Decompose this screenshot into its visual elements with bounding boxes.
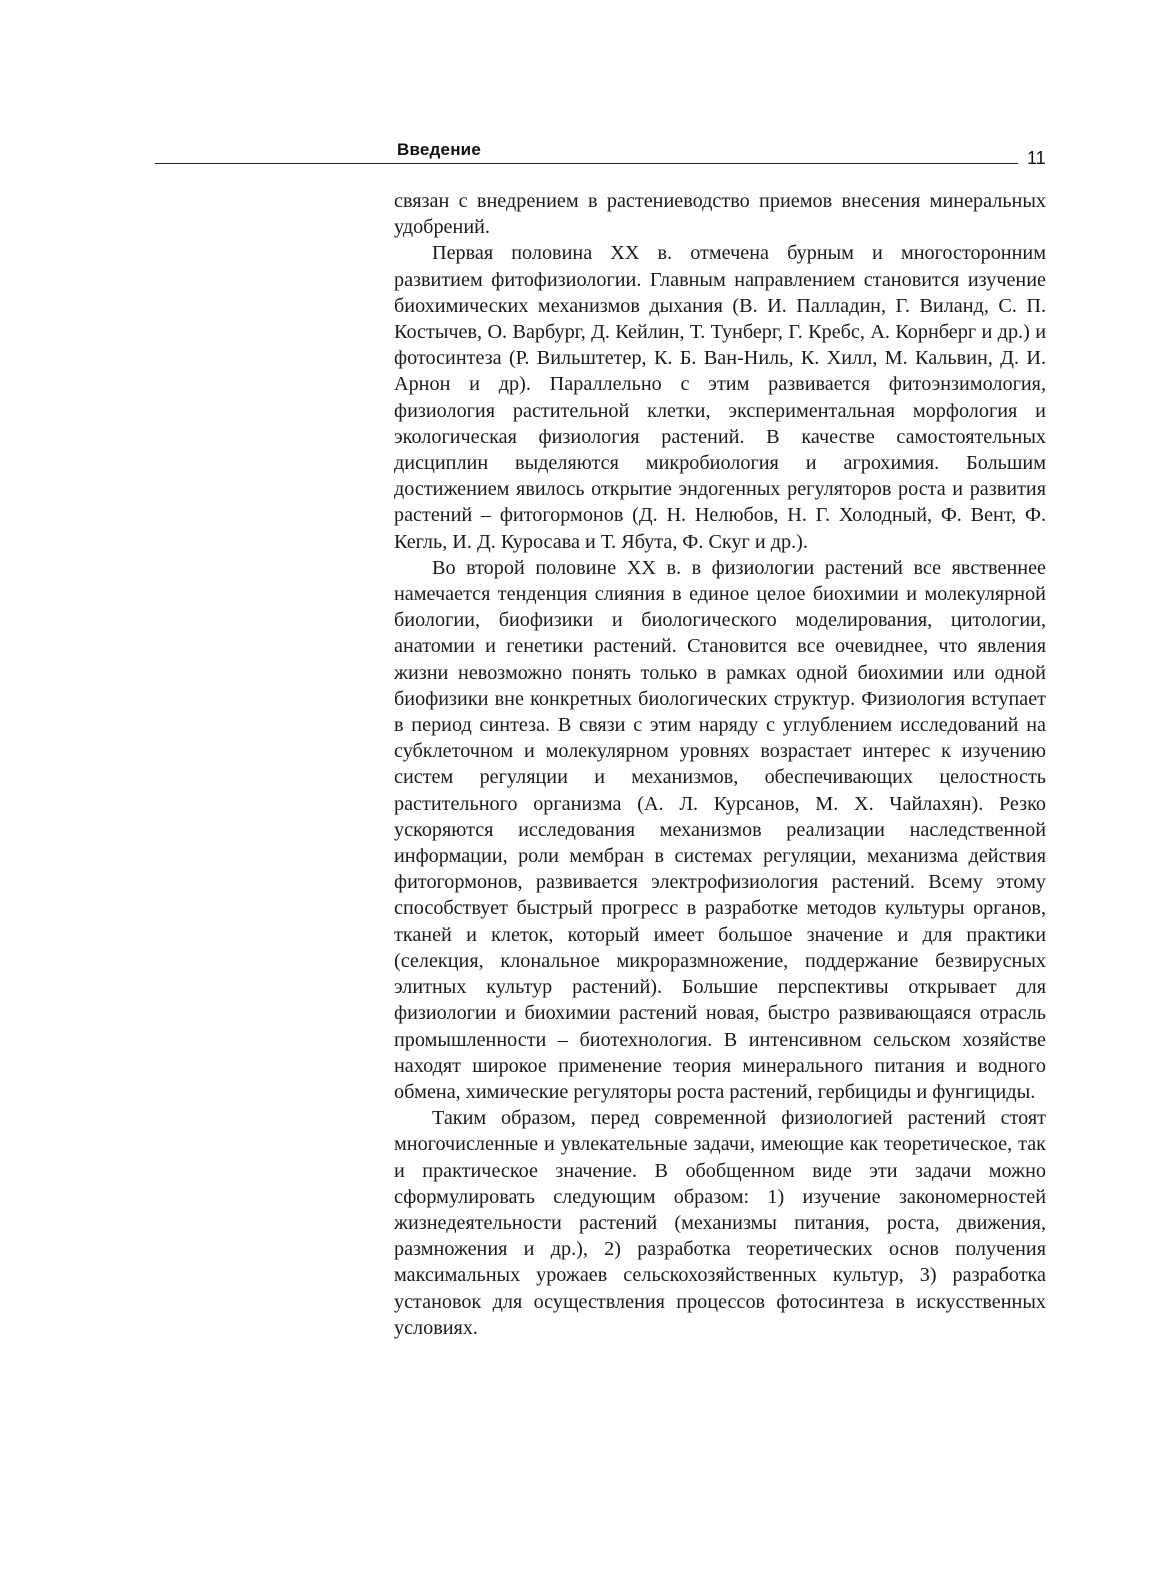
page-number: 11 (1027, 148, 1046, 168)
paragraph-continuation: связан с внедрением в растениеводство приемов внесения минеральных удобрений. (394, 190, 1046, 239)
paragraph-first-half-20th-century: Первая половина XX в. отмечена бурным и многосторонним развитием фитофизиологии. Главным направлением становится изучение биохимических механизмов дыхания (В. И. Палладин, Г. Виланд, С. П. Костычев, О. Варбург, Д. Кейлин, Т. Тунберг, Г. Кребс, А. Корнберг и др.) и фотосинтеза (Р. Вильштетер, К. Б. Ван-Ниль, К. Хилл, М. Кальвин, Д. И. Арнон и др). Параллельно с этим развивается фитоэнзимология, физиология растительной клетки, экспериментальная морфология и экологическая физиология растений. В качестве самостоятельных дисциплин выделяются микробиология и агрохимия. Большим достижением явилось открытие эндогенных регуляторов роста и развития растений – фитогормонов (Д. Н. Нелюбов, Н. Г. Холодный, Ф. Вент, Ф. Кегль, И. Д. Куросава и Т. Ябута, Ф. Скуг и др.). (394, 242, 1046, 553)
running-head-section-title: Введение (397, 140, 481, 159)
paragraph-second-half-20th-century: Во второй половине XX в. в физиологии растений все явственнее намечается тенденция слияния в единое целое биохимии и молекулярной биологии, биофизики и биологического моделирования, цитологии, анатомии и генетики растений. Становится все очевиднее, что явления жизни невозможно понять только в рамках одной биохимии или одной биофизики вне конкретных биологических структур. Физиология вступает в период синтеза. В связи с этим наряду с углублением исследований на субклеточном и молекулярном уровнях возрастает интерес к изучению систем регуляции и механизмов, обеспечивающих целостность растительного организма (А. Л. Курсанов, М. Х. Чайлахян). Резко ускоряются исследования механизмов реализации наследственной информации, роли мембран в системах регуляции, механизма действия фитогормонов, развивается электрофизиология растений. Всему этому способствует быстрый прогресс в разработке методов культуры органов, тканей и клеток, который имеет большое значение и для практики (селекция, клональное микроразмножение, поддержание безвирусных элитных культур растений). Большие перспективы открывает для физиологии и биохимии растений новая, быстро развивающаяся отрасль промышленности – биотехнология. В интенсивном сельском хозяйстве находят широкое применение теория минерального питания и водного обмена, химические регуляторы роста растений, гербициды и фунгициды. (394, 556, 1046, 1103)
body-text (394, 188, 1046, 1341)
paragraph-modern-tasks: Таким образом, перед современной физиологией растений стоят многочисленные и увлекательные задачи, имеющие как теоретическое, так и практическое значение. В обобщенном виде эти задачи можно сформулировать следующим образом: 1) изучение закономерностей жизнедеятельности растений (механизмы питания, роста, движения, размножения и др.), 2) разработка теоретических основ получения максимальных урожаев сельскохозяйственных культур, 3) разработка установок для осуществления процессов фотосинтеза в искусственных условиях. (394, 1107, 1046, 1339)
header-rule (155, 163, 1018, 164)
